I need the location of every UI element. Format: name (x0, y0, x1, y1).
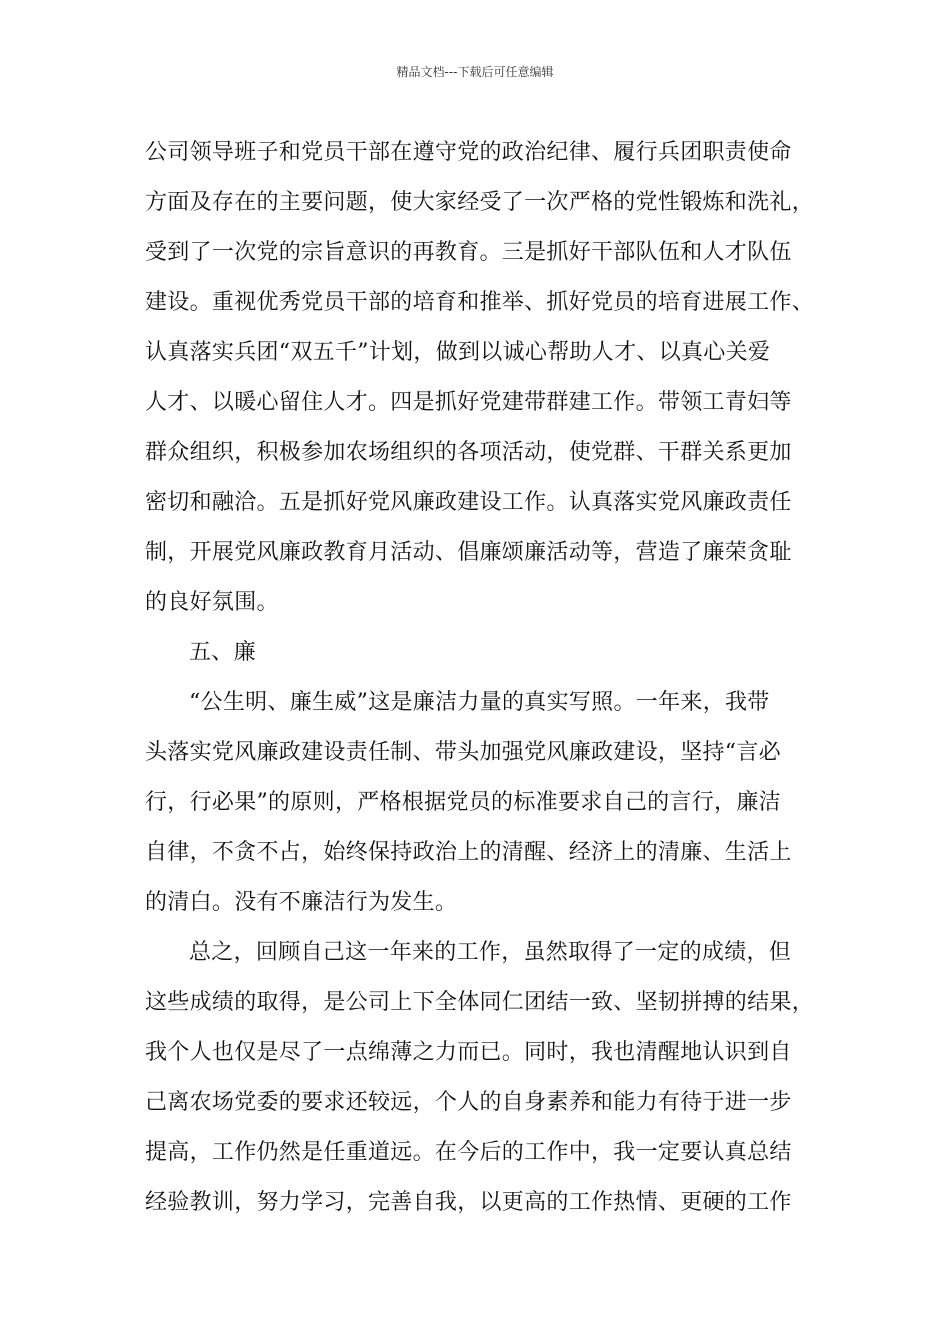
text-line: 公司领导班子和党员干部在遵守党的政治纪律、履行兵团职责使命 (145, 140, 792, 165)
paragraph-first-line: 总之，回顾自己这一年来的工作，虽然取得了一定的成绩，但 (189, 940, 792, 965)
paragraph-first-line: “公生明、廉生威”这是廉洁力量的真实写照。一年来，我带 (189, 690, 770, 715)
text-line: 认真落实兵团“双五千”计划，做到以诚心帮助人才、以真心关爱 (145, 340, 771, 365)
text-line: 密切和融洽。五是抓好党风廉政建设工作。认真落实党风廉政责任 (145, 490, 792, 515)
text-line: 方面及存在的主要问题，使大家经受了一次严格的党性锻炼和洗礼， (145, 190, 815, 215)
text-line: 群众组织，积极参加农场组织的各项活动，使党群、干群关系更加 (145, 440, 792, 465)
document-body (145, 128, 817, 1228)
text-line: 制，开展党风廉政教育月活动、倡廉颂廉活动等，营造了廉荣贪耻 (145, 540, 792, 565)
text-line: 头落实党风廉政建设责任制、带头加强党风廉政建设，坚持“言必 (145, 740, 781, 765)
page-header: 精品文档---下载后可任意编辑 (396, 65, 554, 79)
text-line: 行，行必果”的原则，严格根据党员的标准要求自己的言行，廉洁 (145, 790, 781, 815)
text-line: 己离农场党委的要求还较远，个人的自身素养和能力有待于进一步 (145, 1090, 792, 1115)
text-line: 的良好氛围。 (145, 590, 279, 615)
text-line: 提高，工作仍然是任重道远。在今后的工作中，我一定要认真总结 (145, 1140, 792, 1165)
text-line: 我个人也仅是尽了一点绵薄之力而已。同时，我也清醒地认识到自 (145, 1040, 792, 1065)
section-heading: 五、廉 (189, 640, 256, 665)
text-line: 人才、以暖心留住人才。四是抓好党建带群建工作。带领工青妇等 (145, 390, 792, 415)
text-line: 建设。重视优秀党员干部的培育和推举、抓好党员的培育进展工作、 (145, 290, 815, 315)
text-line: 这些成绩的取得，是公司上下全体同仁团结一致、坚韧拼搏的结果， (145, 990, 815, 1015)
text-line: 自律，不贪不占，始终保持政治上的清醒、经济上的清廉、生活上 (145, 840, 792, 865)
text-line: 的清白。没有不廉洁行为发生。 (145, 890, 458, 915)
text-line: 经验教训，努力学习，完善自我，以更高的工作热情、更硬的工作 (145, 1190, 792, 1215)
text-line: 受到了一次党的宗旨意识的再教育。三是抓好干部队伍和人才队伍 (145, 240, 792, 265)
